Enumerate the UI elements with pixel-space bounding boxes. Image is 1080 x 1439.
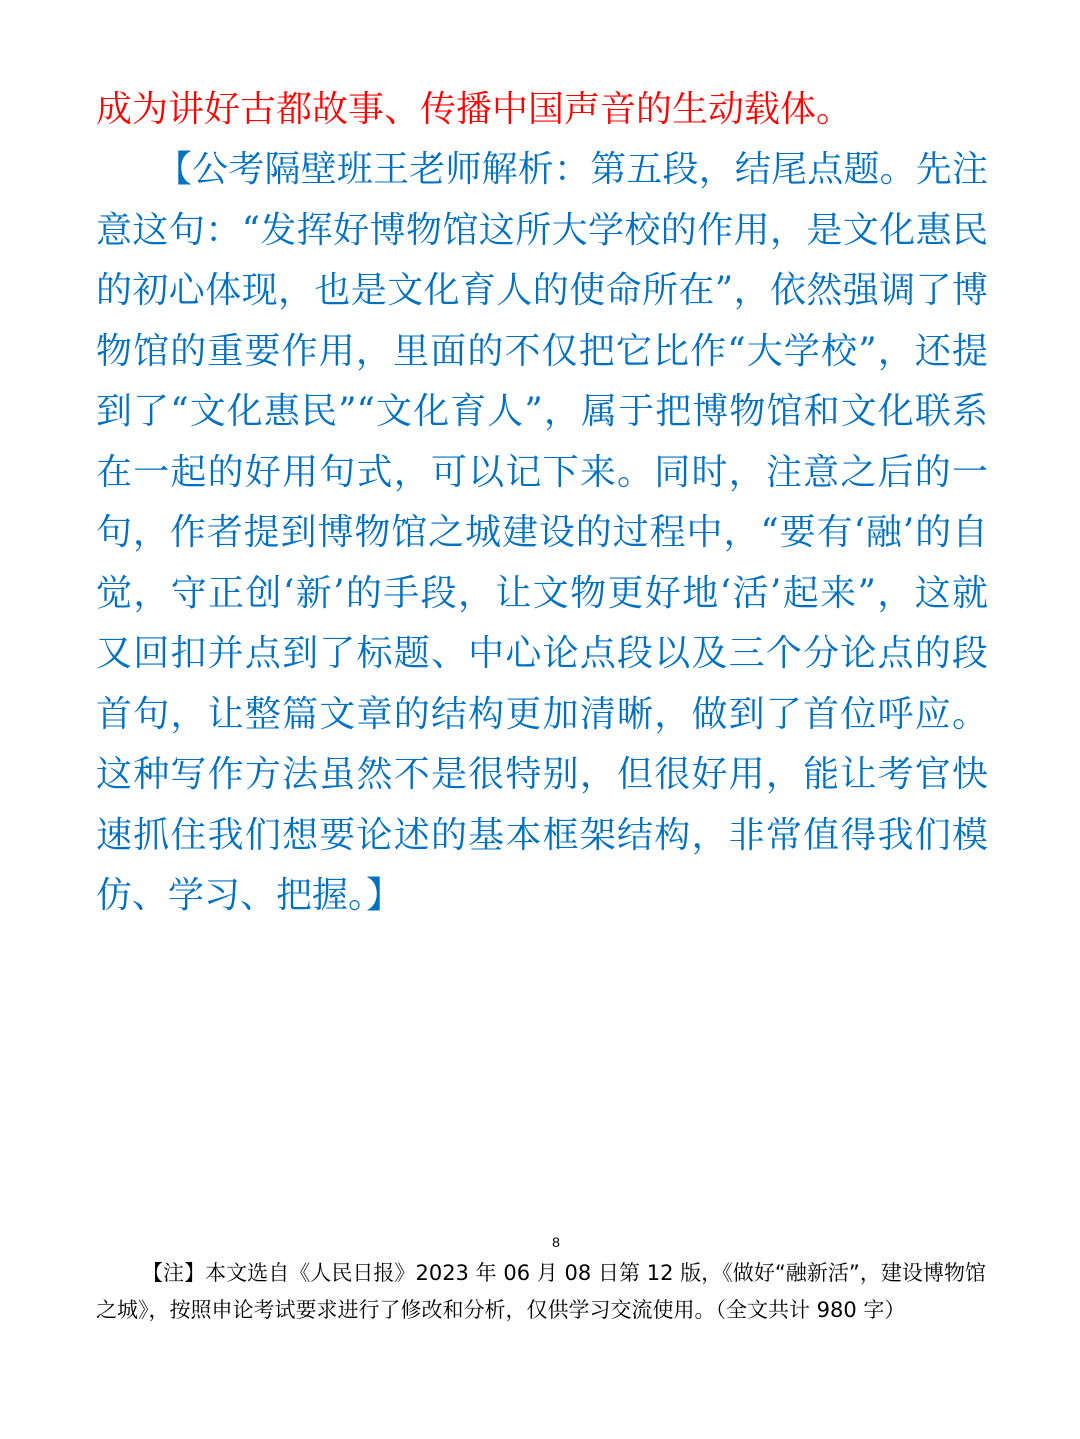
page-number: 8 [552, 1234, 560, 1250]
source-note: 【注】本文选自《人民日报》2023 年 06 月 08 日第 12 版，《做好“融新活”，建设博物馆之城》，按照申论考试要求进行了修改和分析，仅供学习交流使用。（全文共计 980 字） [96, 1261, 986, 1322]
teacher-analysis-paragraph: 【公考隔壁班王老师解析：第五段，结尾点题。先注意这句：“发挥好博物馆这所大学校的作用，是文化惠民的初心体现，也是文化育人的使命所在”，依然强调了博物馆的重要作用，里面的不仅把它比作“大学校”，还提到了“文化惠民”“文化育人”，属于把博物馆和文化联系在一起的好用句式，可以记下来。同时，注意之后的一句，作者提到博物馆之城建设的过程中，“要有‘融’的自觉，守正创‘新’的手段，让文物更好地‘活’起来”，这就又回扣并点到了标题、中心论点段以及三个分论点的段首句，让整篇文章的结构更加清晰，做到了首位呼应。这种写作方法虽然不是很特别，但很好用，能让考官快速抓住我们想要论述的基本框架结构，非常值得我们模仿、学习、把握。】 [96, 149, 988, 916]
article-closing-sentence: 成为讲好古都故事、传播中国声音的生动载体。 [96, 89, 853, 130]
